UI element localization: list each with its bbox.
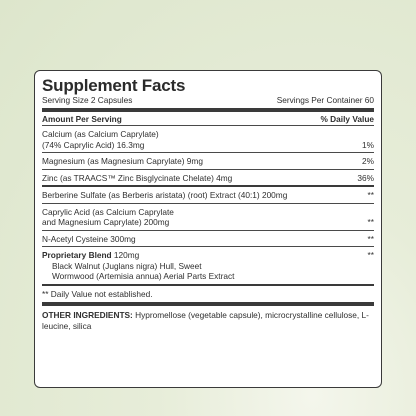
nutrient-row-calcium: [42, 126, 374, 152]
nutrient-dv: 1%: [362, 139, 374, 150]
dv-header: % Daily Value: [320, 113, 374, 124]
daily-value-footnote: ** Daily Value not established.: [42, 288, 153, 299]
nutrient-name: Magnesium (as Magnesium Caprylate) 9mg: [42, 156, 203, 166]
supplement-facts-panel: [34, 70, 382, 388]
other-ingredients: [42, 306, 374, 331]
ingredient-line: and Magnesium Caprylate) 200mg: [42, 217, 170, 227]
ingredient-row-caprylic-acid: [42, 204, 374, 230]
ingredient-name: N-Acetyl Cysteine 300mg: [42, 233, 136, 244]
other-ingredients-text: Hypromellose (vegetable capsule), microcrystalline cellulose, L-leucine, silica: [42, 310, 369, 331]
ingredient-dv: **: [367, 233, 374, 244]
ingredient-dv: **: [367, 217, 374, 227]
ingredient-dv: **: [367, 190, 374, 200]
ingredient-name: Berberine Sulfate (as Berberis aristata) (root) Extract (40:1) 200mg: [42, 190, 288, 200]
serving-row: [42, 95, 374, 108]
nutrient-name: Zinc (as TRAACS™ Zinc Bisglycinate Chelate) 4mg: [42, 172, 233, 183]
blend-amount: 120mg: [111, 250, 140, 260]
ingredient-row-berberine: [42, 187, 374, 203]
nutrient-dv: 2%: [362, 156, 374, 166]
nutrient-line: (74% Caprylic Acid) 16.3mg: [42, 139, 145, 150]
serving-size: Serving Size 2 Capsules: [42, 95, 133, 105]
nutrient-line: Calcium (as Calcium Caprylate): [42, 129, 159, 139]
nutrient-name: [42, 129, 159, 150]
ingredient-row-proprietary-blend: [42, 247, 374, 284]
ingredient-name: [42, 207, 174, 228]
nutrient-row-magnesium: [42, 153, 374, 169]
ingredient-name: [42, 250, 234, 282]
servings-per-container: Servings Per Container 60: [276, 95, 374, 105]
nutrient-row-zinc: [42, 170, 374, 186]
column-header-row: [42, 112, 374, 126]
nutrient-dv: 36%: [357, 172, 374, 183]
ingredient-row-nac: [42, 231, 374, 247]
blend-label: Proprietary Blend: [42, 250, 112, 260]
panel-title: Supplement Facts: [42, 76, 186, 95]
other-ingredients-label: OTHER INGREDIENTS:: [42, 310, 133, 320]
ingredient-line: Caprylic Acid (as Calcium Caprylate: [42, 206, 174, 217]
ingredient-dv: **: [367, 250, 374, 260]
blend-component: Black Walnut (Juglans nigra) Hull, Sweet: [52, 260, 202, 271]
blend-component: Wormwood (Artemisia annua) Aerial Parts Extract: [52, 271, 235, 281]
amount-header: Amount Per Serving: [42, 113, 122, 124]
